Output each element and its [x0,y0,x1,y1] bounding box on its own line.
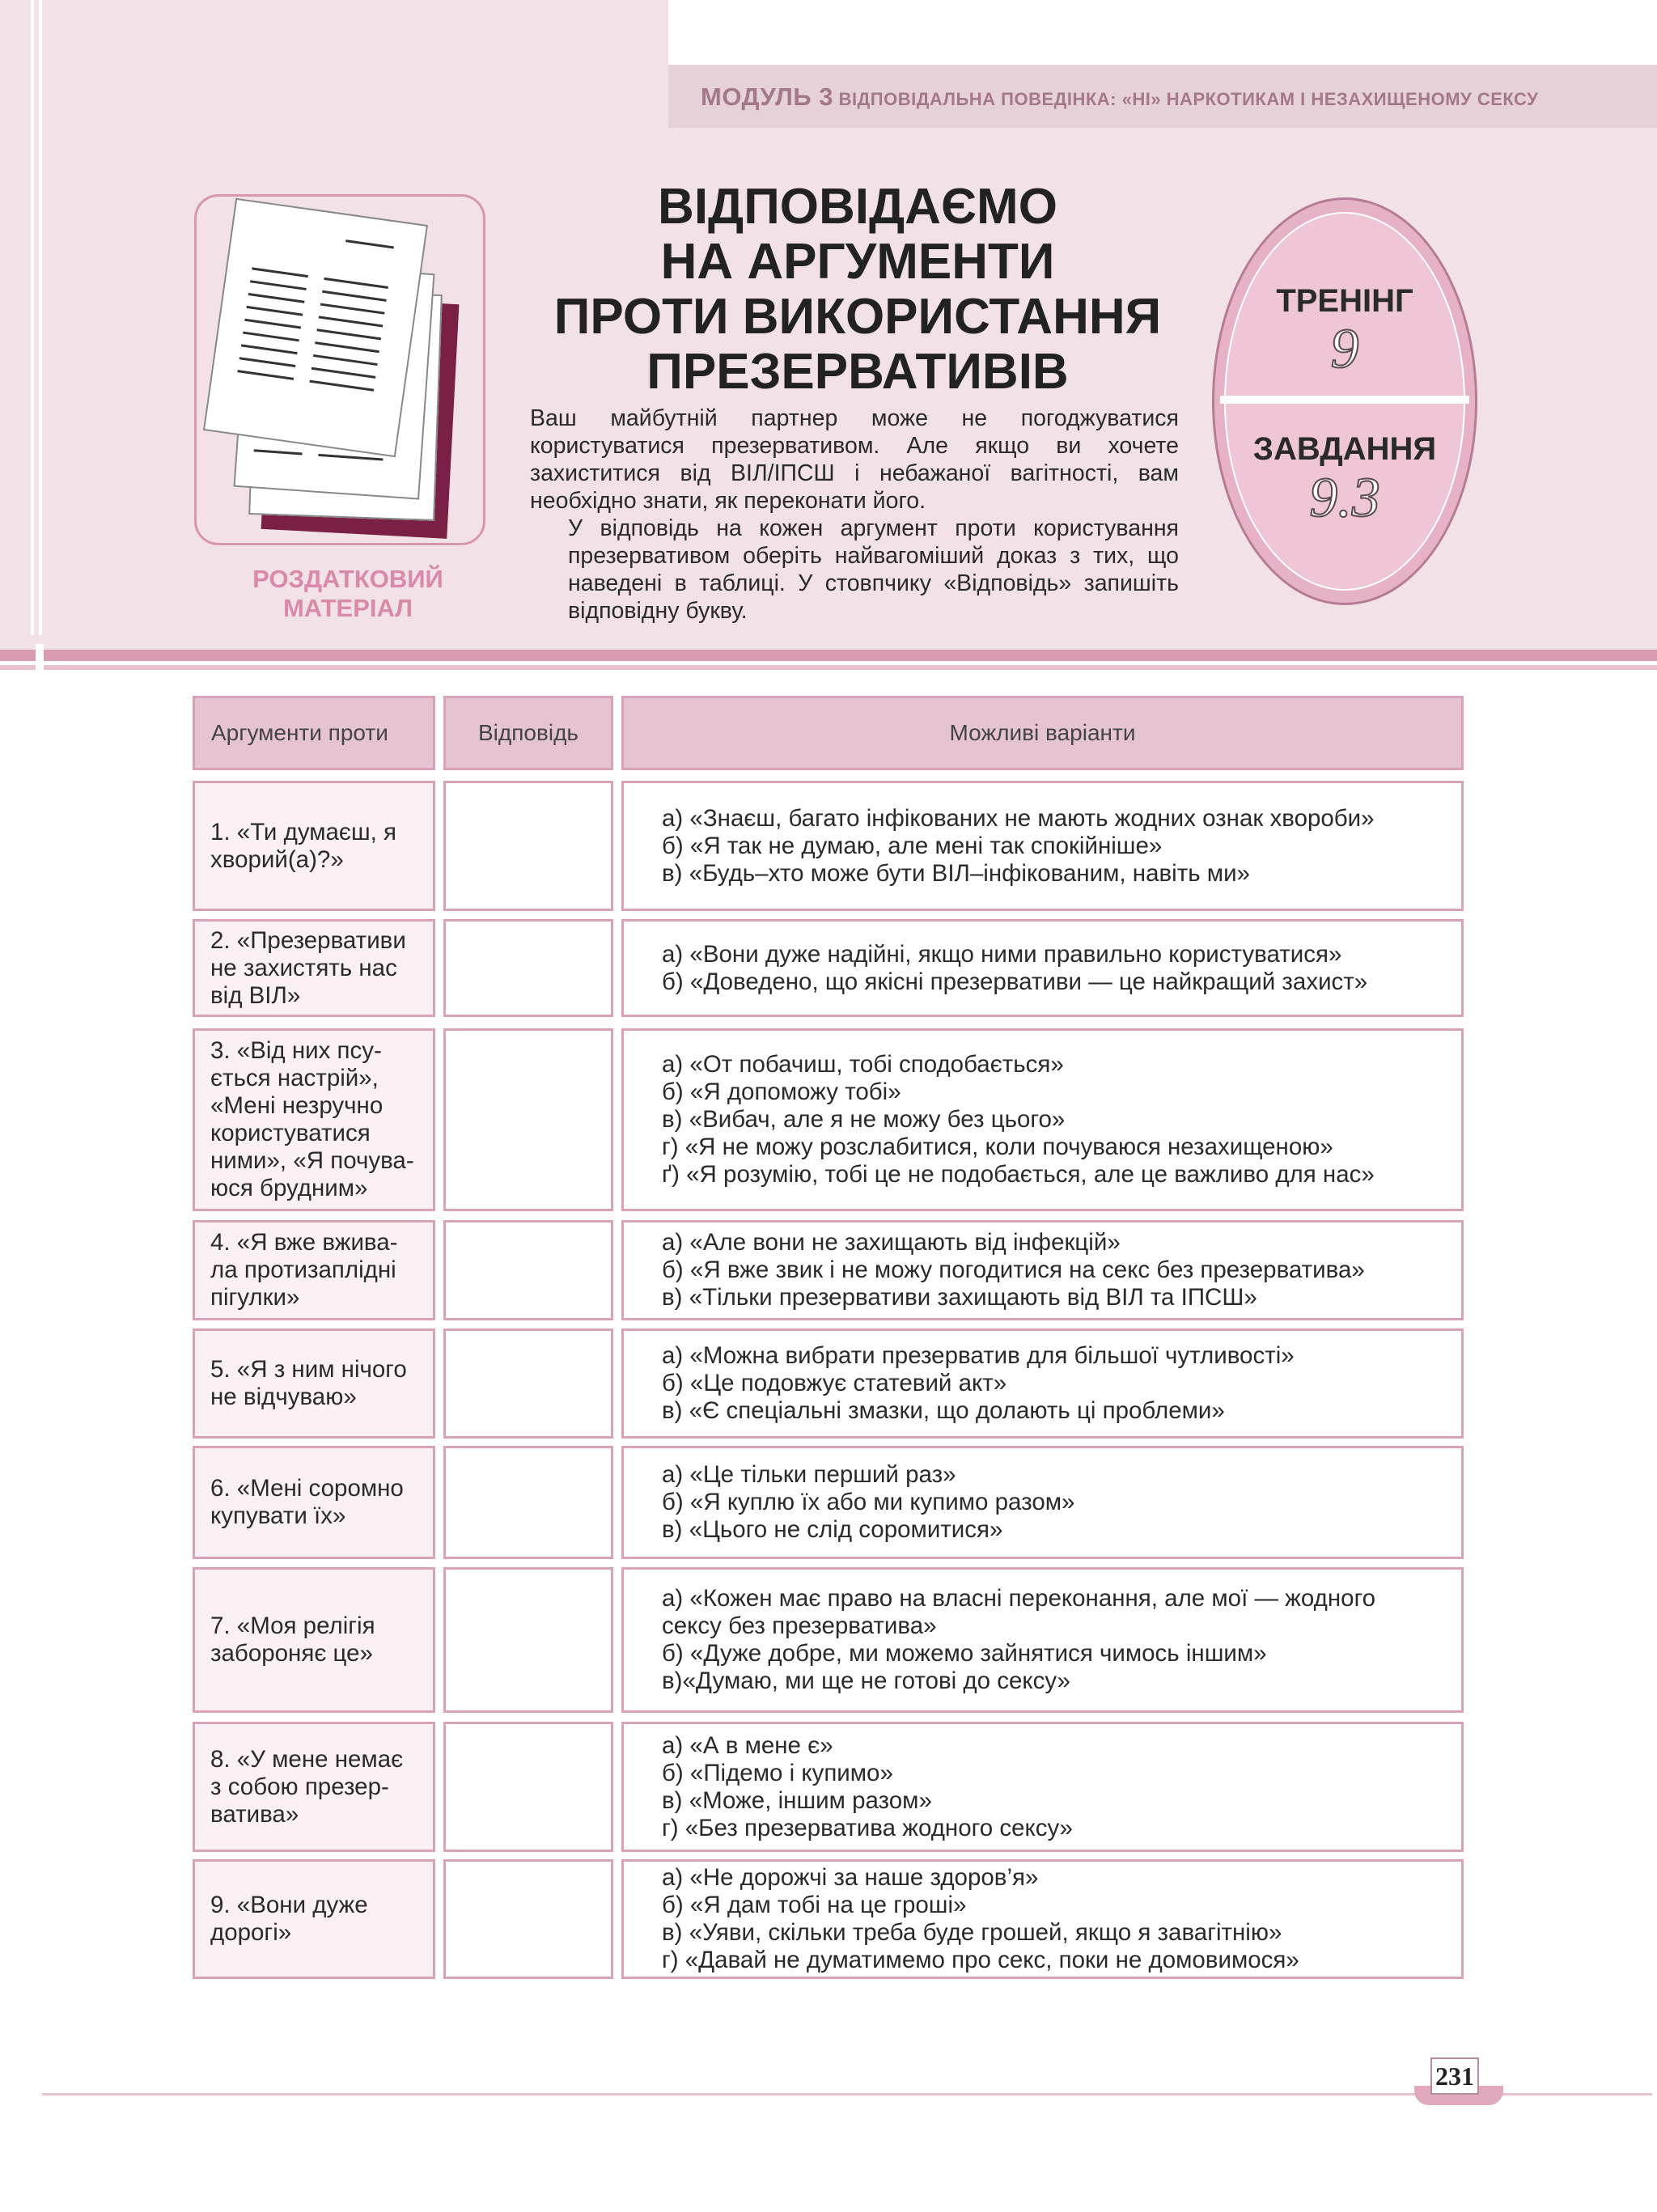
argument-cell [193,919,435,1017]
argument-line: ватива» [210,1800,299,1828]
intro-instructions: У відповідь на кожен аргумент проти користування презервативом оберіть найвагоміший доказ з тих, що наведені в таблиці. У стовпчику «Відповідь» запишіть відповідну букву. [568,515,1179,624]
options-cell [621,1220,1464,1320]
option-line: а) «Кожен має право на власні переконання, але мої — жодного [662,1585,1376,1612]
option-line: в) «Вибач, але я не можу без цього» [662,1106,1066,1133]
header-options: Можливі варіанти [621,696,1464,770]
argument-text [210,1475,404,1530]
answer-cell[interactable] [443,1567,613,1713]
handout-papers-icon [202,202,477,542]
divider-gap [36,644,44,676]
option-line: г) «Давай не думатимемо про секс, поки не домовимося» [662,1947,1299,1973]
options-cell [621,1722,1464,1852]
module-heading [701,79,1655,115]
option-line: в) «Є спеціальні змазки, що долають ці проблеми» [662,1397,1225,1424]
options-cell [621,1328,1464,1439]
argument-line: не захистять нас [210,954,397,981]
option-line: в)«Думаю, ми ще не готові до сексу» [662,1667,1070,1694]
options-list [662,941,1367,996]
option-line: а) «Це тільки перший раз» [662,1461,956,1488]
argument-text [210,819,396,874]
title-line: НА АРГУМЕНТИ [660,234,1055,290]
option-line: б) «Я вже звик і не можу погодитися на секс без презерватива» [662,1256,1365,1283]
intro-text [530,405,1179,625]
options-list [662,1229,1365,1312]
answer-cell[interactable] [443,1446,613,1559]
options-list [662,1864,1299,1974]
option-line: а) «Вони дуже надійні, якщо ними правильно користуватися» [662,940,1342,968]
argument-line: хворий(а)?» [210,845,344,873]
option-line: б) «Дуже добре, ми можемо зайнятися чимось іншим» [662,1640,1267,1667]
argument-line: не відчуваю» [210,1384,357,1410]
left-margin-strip [31,0,34,635]
argument-line: 1. «Ти думаєш, я [210,818,397,845]
argument-cell [193,1220,435,1320]
training-number: 9 [1330,318,1359,380]
argument-line: «Мені незручно [210,1092,384,1119]
options-cell [621,1859,1464,1979]
options-list [662,1051,1375,1189]
divider-stripe [0,650,1657,661]
argument-line: з собою презер- [210,1773,389,1800]
option-line: а) «Можна вибрати презерватив для більшої чутливості» [662,1342,1295,1369]
argument-text [210,1037,414,1202]
option-line: б) «Я дам тобі на це гроші» [662,1892,967,1918]
argument-line: користуватися [210,1120,371,1146]
answer-cell[interactable] [443,1220,613,1320]
option-line: а) «Але вони не захищають від інфекцій» [662,1229,1121,1256]
header-answer: Відповідь [443,696,613,770]
option-line: в) «Уяви, скільки треба буде грошей, якщо я завагітнію» [662,1919,1282,1946]
option-line: в) «Тільки презервативи захищають від ВІЛ та ІПСШ» [662,1284,1257,1311]
argument-line: забороняє це» [210,1640,373,1667]
option-line: г) «Без презерватива жодного сексу» [662,1814,1073,1841]
argument-cell [193,1567,435,1713]
option-line: а) «Знаєш, багато інфікованих не мають жодних ознак хвороби» [662,804,1375,832]
argument-cell [193,1446,435,1559]
argument-text [210,1746,403,1829]
option-line: б) «Я куплю їх або ми купимо разом» [662,1489,1075,1515]
handout-label-line2: МАТЕРІАЛ [282,594,413,622]
option-line: в) «Цього не слід соромитися» [662,1516,1003,1543]
option-line: в) «Може, іншим разом» [662,1786,932,1814]
argument-line: 8. «У мене немає [210,1745,404,1773]
handout-label-line1: РОЗДАТКОВИЙ [252,565,443,593]
top-corner [668,0,1657,65]
task-number: 9.3 [1309,467,1380,529]
option-line: ґ) «Я розумію, тобі це не подобається, але це важливо для нас» [662,1161,1375,1188]
argument-line: 3. «Від них псу- [210,1037,382,1064]
option-line: б) «Доведено, що якісні презервативи — це найкращий захист» [662,968,1368,995]
option-line: б) «Підемо і купимо» [662,1759,893,1786]
argument-text [210,1892,368,1947]
argument-line: дорогі» [210,1919,292,1946]
option-line: а) «А в мене є» [662,1731,833,1759]
options-list [662,1732,1073,1842]
argument-line: купувати їх» [210,1502,346,1529]
option-line: в) «Будь–хто може бути ВІЛ–інфікованим, навіть ми» [662,859,1250,887]
options-cell [621,781,1464,911]
options-cell [621,1446,1464,1559]
footer-line [42,2093,1652,2095]
argument-cell [193,1722,435,1852]
argument-cell [193,1328,435,1439]
options-cell [621,919,1464,1017]
argument-line: 5. «Я з ним нічого [210,1356,407,1383]
training-label: ТРЕНІНГ [1276,283,1413,319]
argument-line: 7. «Моя релігія [210,1612,375,1639]
options-list [662,1585,1375,1695]
argument-line: ла протизаплідні [210,1256,396,1283]
answer-cell[interactable] [443,1028,613,1211]
argument-line: юся брудним» [210,1175,368,1201]
task-badge-divider [1220,396,1469,404]
options-list [662,805,1375,888]
argument-text [210,927,406,1010]
options-list [662,1342,1295,1425]
answer-cell[interactable] [443,919,613,1017]
module-title: ВІДПОВІДАЛЬНА ПОВЕДІНКА: «НІ» НАРКОТИКАМ І НЕЗАХИЩЕНОМУ СЕКСУ [838,89,1539,109]
argument-line: 4. «Я вже вжива- [210,1229,398,1256]
argument-cell [193,1859,435,1979]
page-number: 231 [1430,2057,1479,2095]
argument-line: від ВІЛ» [210,981,301,1009]
left-margin-strip [39,0,42,635]
options-cell [621,1028,1464,1211]
argument-line: ється настрій», [210,1065,379,1091]
option-line: сексу без презерватива» [662,1612,937,1639]
argument-text [210,1356,407,1411]
handout-label [218,565,477,623]
option-line: б) «Це подовжує статевий акт» [662,1370,1007,1396]
answer-cell[interactable] [443,1722,613,1852]
argument-cell [193,1028,435,1211]
title-line: ПРЕЗЕРВАТИВІВ [646,344,1069,400]
argument-line: 9. «Вони дуже [210,1892,368,1918]
divider-stripe [0,665,1657,670]
page-title [518,180,1197,400]
answer-cell[interactable] [443,781,613,911]
argument-line: 2. «Презервативи [210,926,406,954]
title-line: ПРОТИ ВИКОРИСТАННЯ [553,289,1162,345]
argument-cell [193,781,435,911]
argument-text [210,1229,398,1312]
option-line: а) «Не дорожчі за наше здоров’я» [662,1864,1039,1891]
option-line: г) «Я не можу розслабитися, коли почуваюся незахищеною» [662,1134,1333,1160]
option-line: б) «Я допоможу тобі» [662,1078,901,1105]
task-label: ЗАВДАННЯ [1252,431,1437,467]
title-line: ВІДПОВІДАЄМО [658,179,1057,235]
option-line: б) «Я так не думаю, але мені так спокійніше» [662,832,1163,859]
option-line: а) «От побачиш, тобі сподобається» [662,1051,1064,1078]
answer-cell[interactable] [443,1328,613,1439]
argument-line: пігулки» [210,1284,300,1311]
argument-line: ними», «Я почува- [210,1147,414,1174]
options-cell [621,1567,1464,1713]
argument-line: 6. «Мені соромно [210,1475,404,1502]
answer-cell[interactable] [443,1859,613,1979]
argument-text [210,1612,375,1667]
module-label: МОДУЛЬ 3 [701,83,833,111]
header-arguments: Аргументи проти [193,696,435,770]
intro-paragraph: Ваш майбутній партнер може не погоджуватися користуватися презервативом. Але якщо ви хочете захиститися від ВІЛ/ІПСШ і небажаної вагітності, вам необхідно знати, як переконати його. [530,405,1179,514]
options-list [662,1461,1074,1544]
